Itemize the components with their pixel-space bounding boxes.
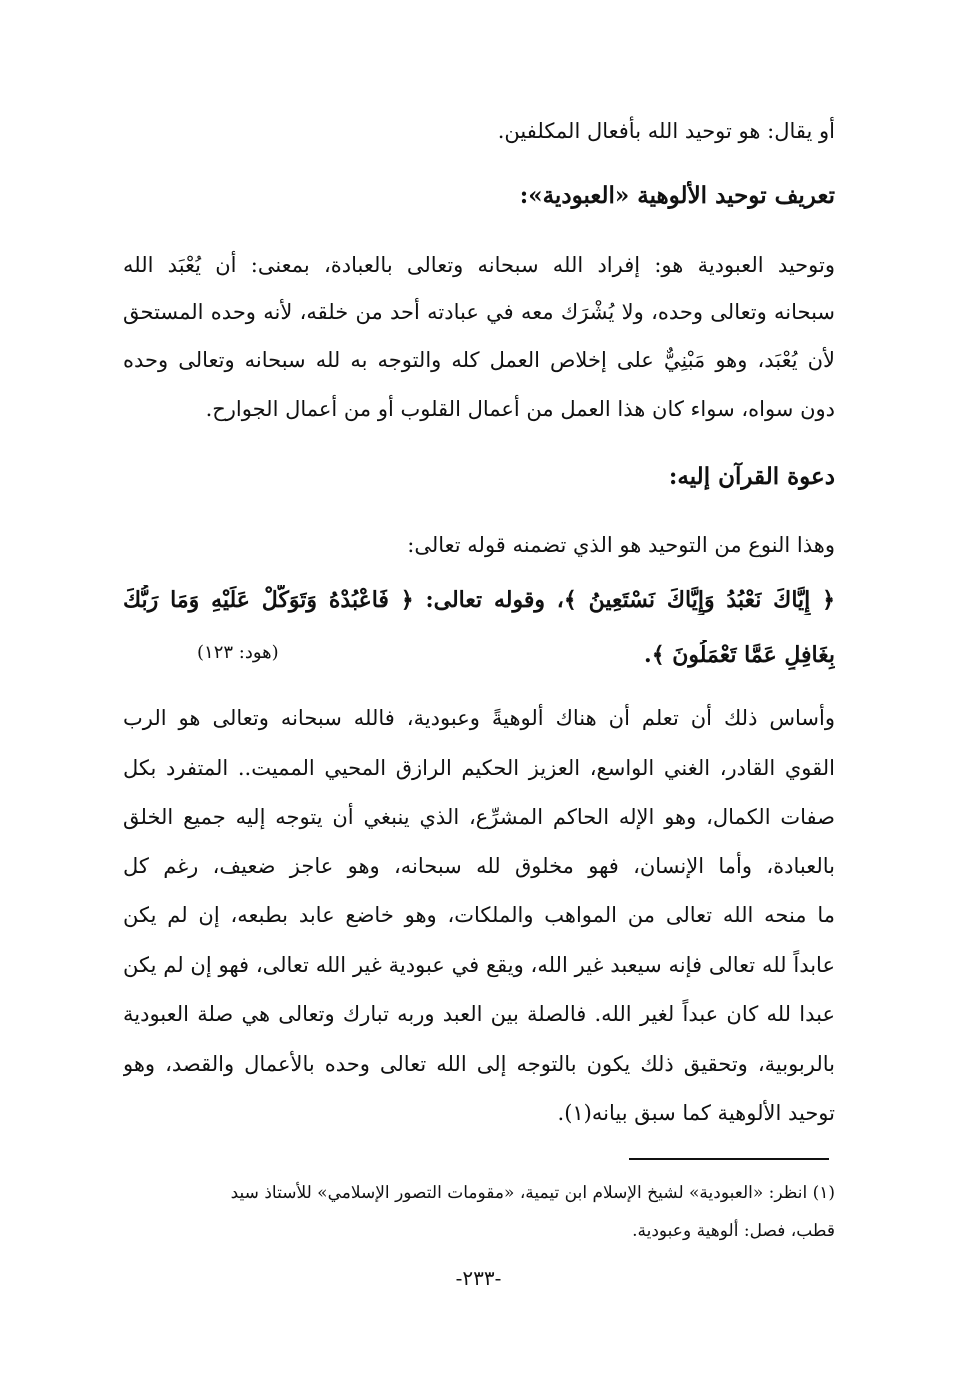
footnote-separator — [629, 1158, 829, 1160]
paragraph-line: عبدا لله كان عبداً لغير الله. فالصلة بين العبد وربه تبارك وتعالى هي صلة العبودية — [123, 1002, 835, 1026]
paragraph-line: سبحانه وتعالى وحده، ولا يُشْرَك معه في عبادته أحد من خلقه، لأنه وحده المستحق — [123, 300, 835, 324]
quran-verse-line: بِغَافِلٍ عَمَّا تَعْمَلُونَ ﴾. — [644, 642, 835, 668]
footnote-line: قطب، فصل: ألوهية وعبودية. — [632, 1221, 835, 1241]
section-heading-quran-call: دعوة القرآن إليه: — [668, 463, 835, 490]
intro-line: أو يقال: هو توحيد الله بأفعال المكلفين. — [497, 119, 835, 143]
paragraph-line: توحيد الألوهية كما سبق بيانه(١). — [557, 1101, 835, 1125]
paragraph-line: عابداً لله تعالى فإنه سيعبد غير الله، ويقع في عبودية غير الله تعالى، فهو إن لم يكن — [123, 953, 835, 977]
verse-reference: (هود: ١٢٣) — [197, 642, 279, 663]
quran-verse-line: ﴿ إِيَّاكَ نَعْبُدُ وَإِيَّاكَ نَسْتَعِينُ ﴾، وقوله تعالى: ﴿ فَاعْبُدْهُ وَتَوَكَّلْ عَلَيْهِ وَمَا رَبُّكَ — [123, 587, 835, 613]
paragraph-line: بالعبادة، وأما الإنسان، فهو مخلوق لله سبحانه، وهو عاجز ضعيف، رغم كل — [123, 854, 835, 878]
paragraph-line: وتوحيد العبودية هو: إفراد الله سبحانه وتعالى بالعبادة، بمعنى: أن يُعْبَد الله — [123, 253, 835, 277]
paragraph-line: بالربوبية، وتحقيق ذلك يكون بالتوجه إلى الله تعالى وحده بالأعمال والقصد، وهو — [123, 1052, 835, 1076]
paragraph-line: دون سواه، سواء كان هذا العمل من أعمال القلوب أو من أعمال الجوارح. — [205, 397, 835, 421]
paragraph-line: وأساس ذلك أن تعلم أن هناك ألوهيةً وعبودية، فالله سبحانه وتعالى هو الرب — [123, 706, 835, 730]
page-number: -٢٣٣- — [455, 1266, 502, 1290]
paragraph-line: لأن يُعْبَد، وهو مَبْنِيٌّ على إخلاص العمل كله والتوجه به لله سبحانه وتعالى وحده — [123, 348, 835, 372]
paragraph-line: القوي القادر، الغني الواسع، العزيز الحكيم الرازق المحيي المميت.. المتفرد بكل — [123, 756, 835, 780]
paragraph-line: وهذا النوع من التوحيد هو الذي تضمنه قوله تعالى: — [407, 533, 835, 557]
section-heading-definition: تعريف توحيد الألوهية «العبودية»: — [519, 182, 835, 209]
paragraph-line: ما منحه الله تعالى من المواهب والملكات، وهو خاضع عابد بطبعه، إن لم يكن — [123, 903, 835, 927]
footnote-line: (١) انظر: «العبودية» لشيخ الإسلام ابن تيمية، «مقومات التصور الإسلامي» للأستاذ سيد — [230, 1183, 835, 1203]
paragraph-line: صفات الكمال، وهو الإله الحاكم المشرِّع، الذي ينبغي أن يتوجه إليه جميع الخلق — [123, 805, 835, 829]
